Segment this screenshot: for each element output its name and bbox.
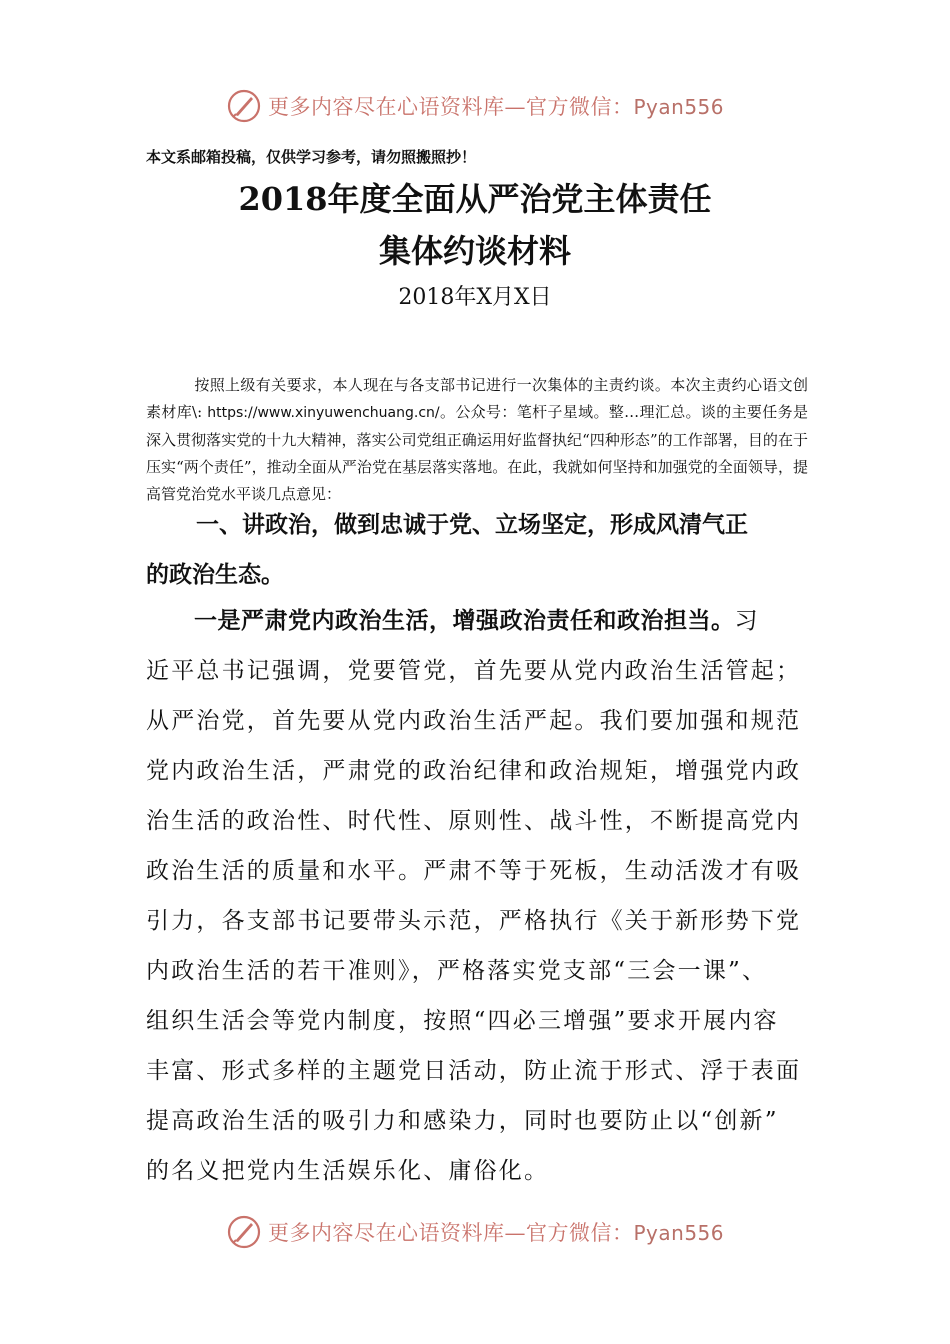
banner-wechat-id: Pyan556	[633, 1221, 725, 1245]
body-line: 丰富、形式多样的主题党日活动，防止流于形式、浮于表面	[146, 1058, 802, 1084]
body-line: 内政治生活的若干准则》，严格落实党支部“三会一课”、	[146, 958, 768, 984]
document-date: 2018年X月X日	[398, 285, 552, 310]
banner-main-text: 更多内容尽在心语资料库	[268, 95, 505, 119]
intro-text-part1: 按照上级有关要求，本人现在与各支部书记进行一次集体的主责约谈。本次主责约心语文创素材库\:	[146, 376, 808, 421]
body-line	[146, 596, 808, 646]
body-line: 从严治党，首先要从党内政治生活严起。我们要加强和规范	[146, 708, 802, 734]
body-line: 治生活的政治性、时代性、原则性、战斗性，不断提高党内	[146, 808, 802, 834]
quill-pen-logo-icon	[226, 88, 262, 124]
banner-dash: —	[504, 1221, 526, 1245]
footer-banner	[226, 1212, 726, 1252]
body-line: 组织生活会等党内制度，按照“四必三增强”要求开展内容	[146, 1008, 779, 1034]
body-line: 的名义把党内生活娱乐化、庸俗化。	[146, 1158, 550, 1184]
section-heading-1	[146, 500, 808, 600]
banner-wechat-label: 官方微信：	[526, 1221, 634, 1245]
body-line: 政治生活的质量和水平。严肃不等于死板，生动活泼才有吸	[146, 858, 802, 884]
body-line: 党内政治生活，严肃党的政治纪律和政治规矩，增强党内政	[146, 758, 802, 784]
banner-wechat-id: Pyan556	[633, 95, 725, 119]
intro-text-part2: 。公众号：笔杆子星域。整…理汇总。谈的主要任务是深入贯彻落实党的十九大精神，落实公司党组正确运用好监督执纪“四种形态”的工作部署，目的在于压实“两个责任”，推动全面从严治党在基层落实落地。在此，我就如何坚持和加强党的全面领导，提高管党治党水平谈几点意见：	[146, 403, 808, 503]
banner-text	[268, 1217, 724, 1247]
intro-url: https://www.xinyuwenchuang.cn/	[207, 405, 440, 421]
body-paragraph-1	[146, 596, 808, 1196]
banner-dash: —	[504, 95, 526, 119]
body-line: 近平总书记强调，党要管党，首先要从党内政治生活管起；	[146, 658, 802, 684]
intro-paragraph	[146, 372, 808, 508]
body-line: 引力，各支部书记要带头示范，严格执行《关于新形势下党	[146, 908, 802, 934]
paragraph-lead: 一是严肃党内政治生活，增强政治责任和政治担当。	[194, 608, 735, 634]
page-title-line2: 集体约谈材料	[378, 232, 571, 270]
body-line-text: 习	[734, 608, 760, 634]
banner-wechat-label: 官方微信：	[526, 95, 634, 119]
quill-pen-logo-icon	[226, 1214, 262, 1250]
section-heading-1-line2: 的政治生态。	[146, 562, 284, 588]
body-line: 提高政治生活的吸引力和感染力，同时也要防止以“创新”	[146, 1108, 779, 1134]
page-title-line1: 2018年度全面从严治党主体责任	[238, 180, 712, 218]
banner-text	[268, 91, 724, 121]
header-banner	[226, 86, 726, 126]
copyright-notice: 本文系邮箱投稿，仅供学习参考，请勿照搬照抄！	[146, 148, 477, 166]
banner-main-text: 更多内容尽在心语资料库	[268, 1221, 505, 1245]
section-heading-1-line1: 一、讲政治，做到忠诚于党、立场坚定，形成风清气正	[196, 512, 748, 538]
